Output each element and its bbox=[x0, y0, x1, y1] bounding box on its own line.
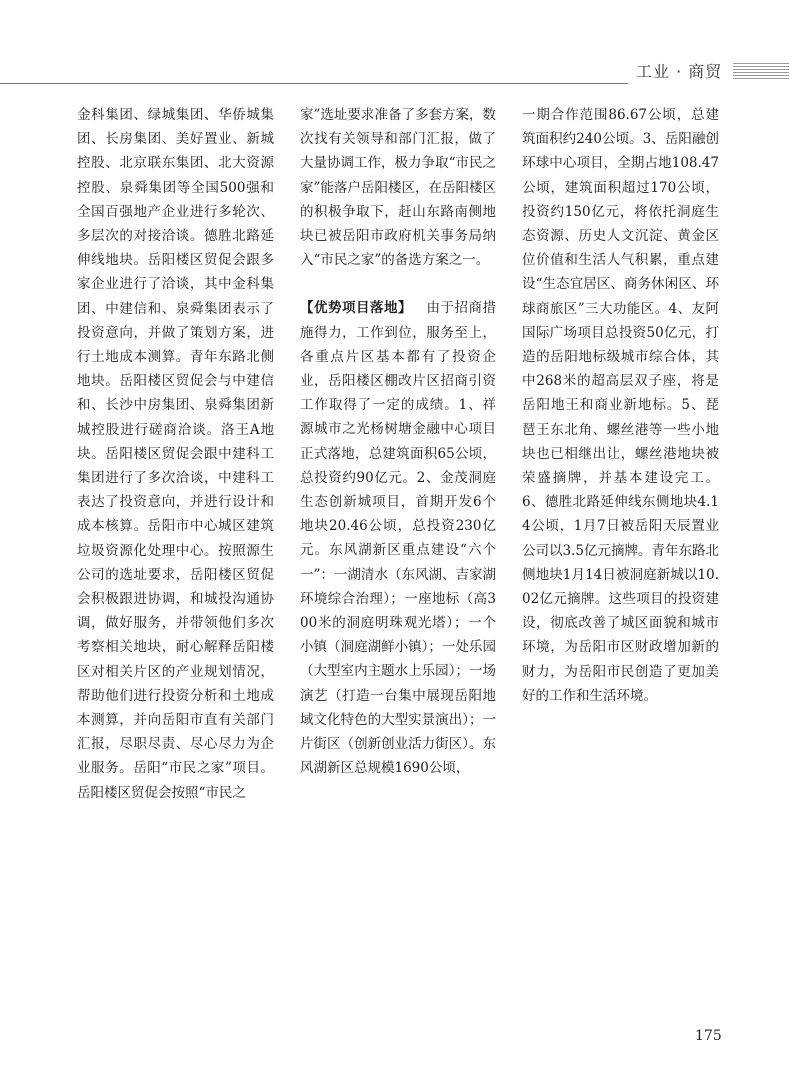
header-stripes-ornament bbox=[733, 63, 789, 80]
running-header bbox=[0, 56, 793, 86]
column-3-text: 一期合作范围86.67公顷，总建筑面积约240公顷。3、岳阳融创环球中心项目，全期占地108.47公顷，建筑面积超过170公顷，投资约150亿元，将依托洞庭生态资源、历史人文沉淀、黄金区位价值和生活人气积累，重点建设“生态宜居区、商务休闲区、环球商旅区”三大功能区。4、友阿国际广场项目总投资50亿元，打造的岳阳地标级城市综合体，其中268米的超高层双子座，将是岳阳地王和商业新地标。5、琵琶王东北角、螺丝港等一些小地块也已相继出让，螺丝港地块被荣盛摘牌，并基本建设完工。6、德胜北路延伸线东侧地块4.14公顷，1月7日被岳阳天辰置业公司以3.5亿元摘牌。青年东路北侧地块1月14日被洞庭新城以10.02亿元摘牌。这些项目的投资建设，彻底改善了城区面貌和城市环境，为岳阳市区财政增加新的财力，为岳阳市民创造了更加美好的工作和生活环境。 bbox=[522, 107, 719, 704]
page-number: 175 bbox=[695, 1028, 722, 1044]
text-column-2 bbox=[300, 103, 496, 780]
text-column-3 bbox=[522, 103, 719, 708]
header-rule bbox=[0, 83, 628, 84]
column-2-paragraph-1: 家”选址要求准备了多套方案，数次找有关领导和部门汇报，做了大量协调工作，极力争取“市民之家”能落户岳阳楼区，在岳阳楼区的积极争取下，赶山东路南侧地块已被岳阳市政府机关事务局纳入“市民之家”的备选方案之一。 bbox=[300, 107, 496, 269]
column-2-paragraph-2 bbox=[300, 296, 496, 780]
subsection-heading: 【优势项目落地】 bbox=[300, 300, 413, 317]
section-label: 工业 · 商贸 bbox=[636, 62, 723, 81]
column-2-paragraph-2-body: 由于招商措施得力，工作到位，服务至上，各重点片区基本都有了投资企业，岳阳楼区棚改片区招商引资工作取得了一定的成绩。1、祥源城市之光杨树塘金融中心项目正式落地，总建筑面积65公顷，总投资约90亿元。2、金茂洞庭生态创新城项目，首期开发6个地块20.46公顷，总投资230亿元。东风湖新区重点建设“六个一”：一湖清水（东风湖、吉家湖环境综合治理）；一座地标（高300米的洞庭明珠观光塔）；一个小镇（洞庭湖鲜小镇）；一处乐园（大型室内主题水上乐园）；一场演艺（打造一台集中展现岳阳地域文化特色的大型实景演出）；一片街区（创新创业活力街区）。东风湖新区总规模1690公顷， bbox=[300, 300, 497, 777]
text-column-1 bbox=[77, 103, 274, 805]
column-1-text: 金科集团、绿城集团、华侨城集团、长房集团、美好置业、新城控股、北京联东集团、北大资源控股、泉舜集团等全国500强和全国百强地产企业进行多轮次、多层次的对接洽谈。德胜北路延伸线地块。岳阳楼区贸促会跟多家企业进行了洽谈，其中金科集团、中建信和、泉舜集团表示了投资意向，并做了策划方案，进行土地成本测算。青年东路北侧地块。岳阳楼区贸促会与中建信和、长沙中房集团、泉舜集团新城控股进行磋商洽谈。洛王A地块。岳阳楼区贸促会跟中建科工集团进行了多次洽谈，中建科工表达了投资意向，并进行设计和成本核算。岳阳市中心城区建筑垃圾资源化处理中心。按照源生公司的选址要求，岳阳楼区贸促会积极跟进协调，和城投沟通协调，做好服务，并带领他们多次考察相关地块，耐心解释岳阳楼区对相关片区的产业规划情况，帮助他们进行投资分析和土地成本测算，并向岳阳市直有关部门汇报，尽职尽责、尽心尽力为企业服务。岳阳“市民之家”项目。岳阳楼区贸促会按照“市民之 bbox=[77, 107, 274, 801]
